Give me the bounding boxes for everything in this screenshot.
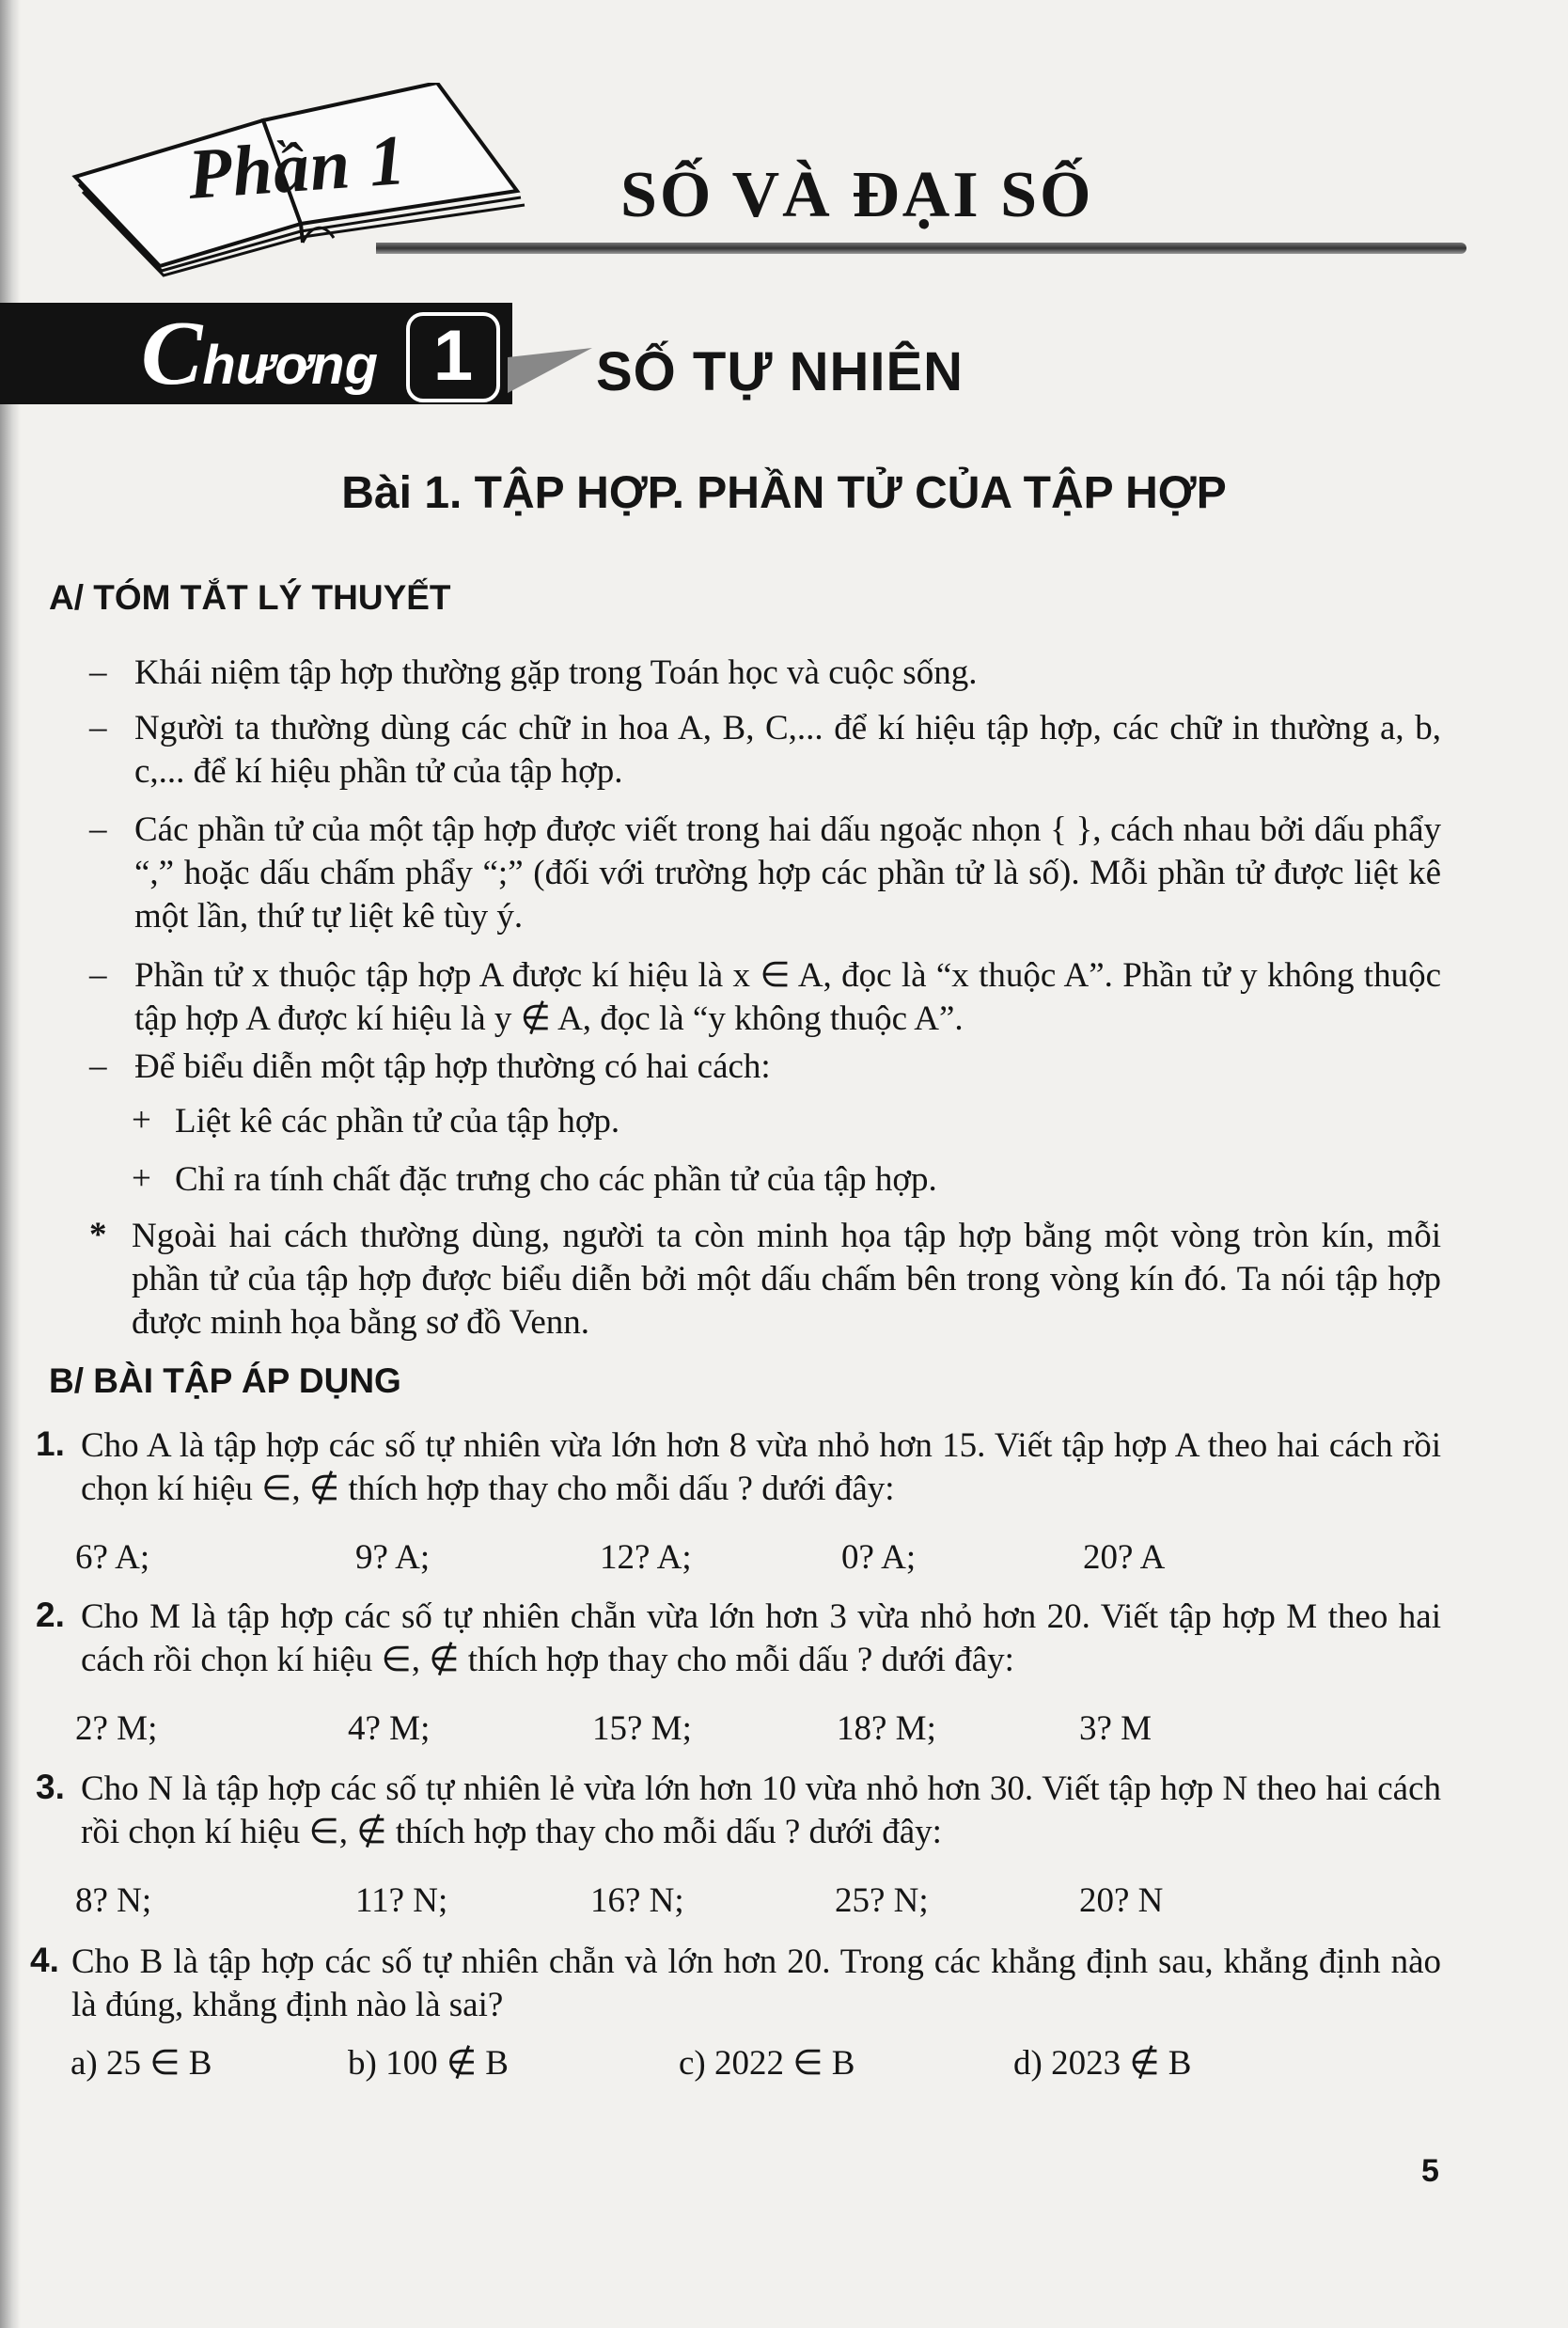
- option: 20? N: [1079, 1881, 1164, 1920]
- section-b-heading: B/ BÀI TẬP ÁP DỤNG: [49, 1361, 401, 1400]
- dash-bullet: –: [89, 653, 107, 691]
- section-a-heading: A/ TÓM TẮT LÝ THUYẾT: [49, 578, 451, 617]
- exercise-number: 4.: [30, 1941, 59, 1979]
- chapter-title: SỐ TỰ NHIÊN: [596, 341, 964, 402]
- exercise-text: Cho B là tập hợp các số tự nhiên chẵn và lớn hơn 20. Trong các khẳng định sau, khẳng định nào là đúng, khẳng định nào là sai?: [71, 1943, 1441, 2024]
- theory-sub-item: Chỉ ra tính chất đặc trưng cho các phần tử của tập hợp.: [175, 1160, 937, 1199]
- exercise-options: [75, 1880, 1391, 1927]
- option: b) 100 ∉ B: [348, 2044, 509, 2083]
- theory-item: Để biểu diễn một tập hợp thường có hai cách:: [134, 1047, 771, 1086]
- dash-bullet: –: [89, 1046, 107, 1085]
- option: 11? N;: [355, 1881, 448, 1920]
- theory-item: Các phần tử của một tập hợp được viết trong hai dấu ngoặc nhọn { }, cách nhau bởi dấu phẩy “,” hoặc dấu chấm phẩy “;” (đối với trường hợp các phần tử là số). Mỗi phần tử được liệt kê một lần, thứ tự liệt kê tùy ý.: [134, 810, 1441, 936]
- option: 9? A;: [355, 1538, 431, 1577]
- option: 12? A;: [600, 1538, 692, 1577]
- option: a) 25 ∈ B: [71, 2044, 212, 2083]
- part-title: SỐ VÀ ĐẠI SỐ: [620, 159, 1094, 231]
- chapter-label-rest: hương: [202, 335, 379, 396]
- dash-bullet: –: [89, 955, 107, 994]
- exercise-number: 2.: [36, 1596, 65, 1634]
- option: 8? N;: [75, 1881, 152, 1920]
- option: 2? M;: [75, 1709, 158, 1748]
- option: 0? A;: [841, 1538, 917, 1577]
- exercise-text: Cho N là tập hợp các số tự nhiên lẻ vừa lớn hơn 10 vừa nhỏ hơn 30. Viết tập hợp N theo hai cách rồi chọn kí hiệu ∈, ∉ thích hợp thay cho mỗi dấu ? dưới đây:: [81, 1770, 1441, 1851]
- option: 25? N;: [835, 1881, 929, 1920]
- exercise-options: [75, 1708, 1391, 1755]
- header-rule: [376, 243, 1466, 254]
- theory-item: Người ta thường dùng các chữ in hoa A, B, C,... để kí hiệu tập hợp, các chữ in thường a, b, c,... để kí hiệu phần tử của tập hợp.: [134, 709, 1441, 791]
- option: 16? N;: [590, 1881, 684, 1920]
- option: 6? A;: [75, 1538, 150, 1577]
- chapter-label: [141, 301, 378, 406]
- plus-bullet: +: [132, 1159, 151, 1198]
- option: 20? A: [1083, 1538, 1166, 1577]
- page-number: 5: [1421, 2153, 1439, 2189]
- exercise-number: 1.: [36, 1424, 65, 1463]
- option: 3? M: [1079, 1709, 1152, 1748]
- chapter-arrow-icon: [508, 348, 592, 395]
- option: d) 2023 ∉ B: [1013, 2044, 1192, 2083]
- dash-bullet: –: [89, 708, 107, 747]
- exercise-options: [75, 1537, 1391, 1584]
- option: c) 2022 ∈ B: [679, 2044, 855, 2083]
- dash-bullet: –: [89, 810, 107, 848]
- chapter-label-initial: C: [141, 303, 203, 404]
- theory-sub-item: Liệt kê các phần tử của tập hợp.: [175, 1102, 620, 1140]
- theory-note: Ngoài hai cách thường dùng, người ta còn minh họa tập hợp bằng một vòng tròn kín, mỗi phần tử của tập hợp được biểu diễn bởi một dấu chấm bên trong vòng kín đó. Ta nói tập hợp được minh họa bằng sơ đồ Venn.: [132, 1217, 1441, 1342]
- exercise-options: [71, 2042, 1391, 2089]
- exercise-text: Cho A là tập hợp các số tự nhiên vừa lớn hơn 8 vừa nhỏ hơn 15. Viết tập hợp A theo hai cách rồi chọn kí hiệu ∈, ∉ thích hợp thay cho mỗi dấu ? dưới đây:: [81, 1426, 1441, 1508]
- option: 15? M;: [592, 1709, 692, 1748]
- lesson-title: Bài 1. TẬP HỢP. PHẦN TỬ CỦA TẬP HỢP: [341, 468, 1227, 518]
- exercise-number: 3.: [36, 1768, 65, 1806]
- exercise-text: Cho M là tập hợp các số tự nhiên chẵn vừa lớn hơn 3 vừa nhỏ hơn 20. Viết tập hợp M theo hai cách rồi chọn kí hiệu ∈, ∉ thích hợp thay cho mỗi dấu ? dưới đây:: [81, 1597, 1441, 1679]
- chapter-number: 1: [406, 312, 500, 402]
- theory-item: Khái niệm tập hợp thường gặp trong Toán học và cuộc sống.: [134, 653, 978, 692]
- option: 4? M;: [348, 1709, 431, 1748]
- option: 18? M;: [837, 1709, 936, 1748]
- star-bullet: *: [89, 1216, 107, 1254]
- plus-bullet: +: [132, 1101, 151, 1140]
- theory-item: Phần tử x thuộc tập hợp A được kí hiệu là x ∈ A, đọc là “x thuộc A”. Phần tử y không thuộc tập hợp A được kí hiệu là y ∉ A, đọc là “y không thuộc A”.: [134, 956, 1441, 1038]
- part-label: Phần 1: [185, 120, 409, 214]
